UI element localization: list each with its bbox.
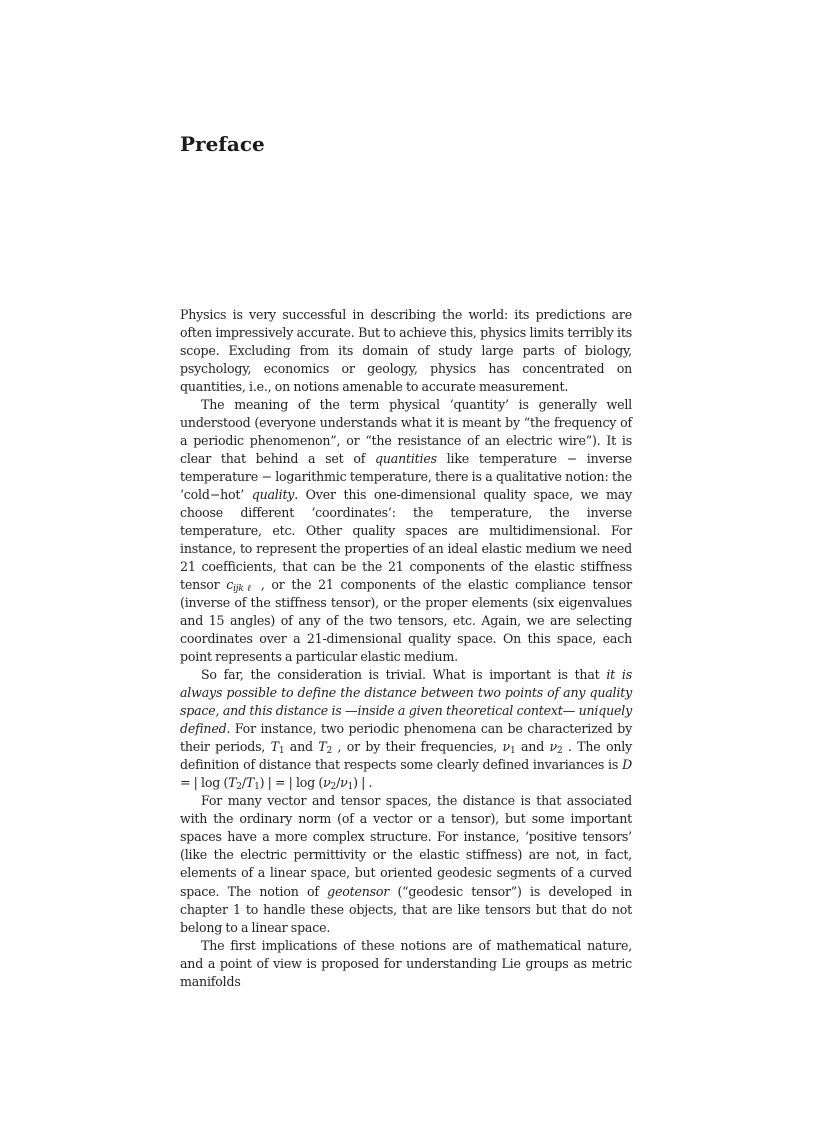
italic-text: it is always possible to define the distance between two points of any quality space, and this distance is —inside a given theoretical context— uniquely defined: [180, 667, 632, 737]
text-run: and: [515, 739, 550, 755]
subscript: 1: [347, 782, 354, 793]
text-run: For many vector and tensor spaces, the distance is that associated with the ordinary norm (of a vector or a tensor), but some important spaces have a more complex structure. For instance, ‘positive tensors’ (like the electric permittivity or the elastic stiffness) are not, in fact, elements of a linear space, but oriented geodesic segments of a curved space. The notion of: [180, 793, 632, 899]
subscript: 2: [236, 782, 242, 793]
paragraph: [180, 666, 632, 792]
paragraph: [180, 937, 632, 991]
body-text: [180, 306, 632, 991]
text-run: , or by their frequencies,: [332, 739, 503, 755]
subscript: 1: [278, 746, 285, 757]
text-run: Physics is very successful in describing the world: its predictions are often impressively accurate. But to achieve this, physics limits terribly its scope. Excluding from its domain of study large parts of biology, psychology, economics or geology, physics has concentrated on quantities, i.e., on notions amenable to accurate measurement.: [180, 307, 632, 395]
italic-text: ν: [323, 775, 331, 791]
italic-text: quality: [251, 487, 295, 503]
subscript: 1: [510, 746, 516, 757]
italic-text: T: [228, 775, 237, 791]
subscript: 2: [330, 782, 337, 793]
italic-text: T: [245, 775, 255, 791]
italic-text: geotensor: [327, 883, 390, 899]
text-run: So far, the consideration is trivial. What is important is that: [201, 667, 607, 683]
text-run: The first implications of these notions are of mathematical nature, and a point of view is proposed for understanding Lie groups as metric manifolds: [180, 937, 632, 989]
text-run: /: [241, 775, 246, 791]
italic-text: ν: [502, 739, 511, 755]
italic-text: D: [622, 757, 632, 773]
page-title: Preface: [180, 132, 265, 156]
text-run: (“geodesic tensor”) is developed in chapter 1 to handle these objects, that are like tensors but that do not belong to a linear space.: [180, 883, 632, 935]
paragraph: [180, 396, 632, 666]
italic-text: ν: [340, 775, 348, 791]
text-run: and: [284, 739, 319, 755]
text-run: = | log (: [180, 775, 229, 791]
text-run: . For instance, two periodic phenomena can be characterized by their periods,: [180, 721, 632, 755]
italic-text: T: [270, 739, 279, 755]
text-run: . Over this one-dimensional quality space, we may choose different ‘coordinates’: the temperature, the inverse temperature, etc. Other quality spaces are multidimensional. For instance, to represent the properties of an ideal elastic medium we need 21 coefficients, that can be the 21 components of the elastic stiffness tensor: [180, 487, 632, 593]
text-run: ) | = | log (: [259, 775, 324, 791]
subscript: 1: [254, 782, 260, 793]
text-run: like temperature − inverse temperature − logarithmic temperature, there is a qualitative notion: the ‘cold−hot’: [180, 451, 632, 503]
italic-text: ν: [549, 739, 557, 755]
italic-text: quantities: [375, 451, 437, 467]
text-run: , or the 21 components of the elastic compliance tensor (inverse of the stiffness tensor), or the proper elements (six eigenvalues and 15 angles) of any of the two tensors, etc. Again, we are selecting coordinates over a 21-dimensional quality space. On this space, each point represents a particular elastic medium.: [180, 577, 633, 665]
text-run: The meaning of the term physical ‘quantity’ is generally well understood (everyone understands what it is meant by “the frequency of a periodic phenomenon”, or “the resistance of an electric wire”). It is clear that behind a set of: [180, 397, 632, 467]
subscript: 2: [556, 746, 563, 757]
text-run: . The only definition of distance that respects some clearly defined invariances is: [180, 739, 632, 773]
italic-text: c: [226, 577, 234, 593]
paragraph: [180, 306, 632, 396]
text-run: ) | .: [353, 775, 373, 791]
subscript: 2: [326, 746, 333, 757]
subscript: ijkℓ: [233, 584, 255, 595]
italic-text: T: [318, 739, 327, 755]
paragraph: [180, 792, 632, 936]
text-run: /: [336, 775, 341, 791]
